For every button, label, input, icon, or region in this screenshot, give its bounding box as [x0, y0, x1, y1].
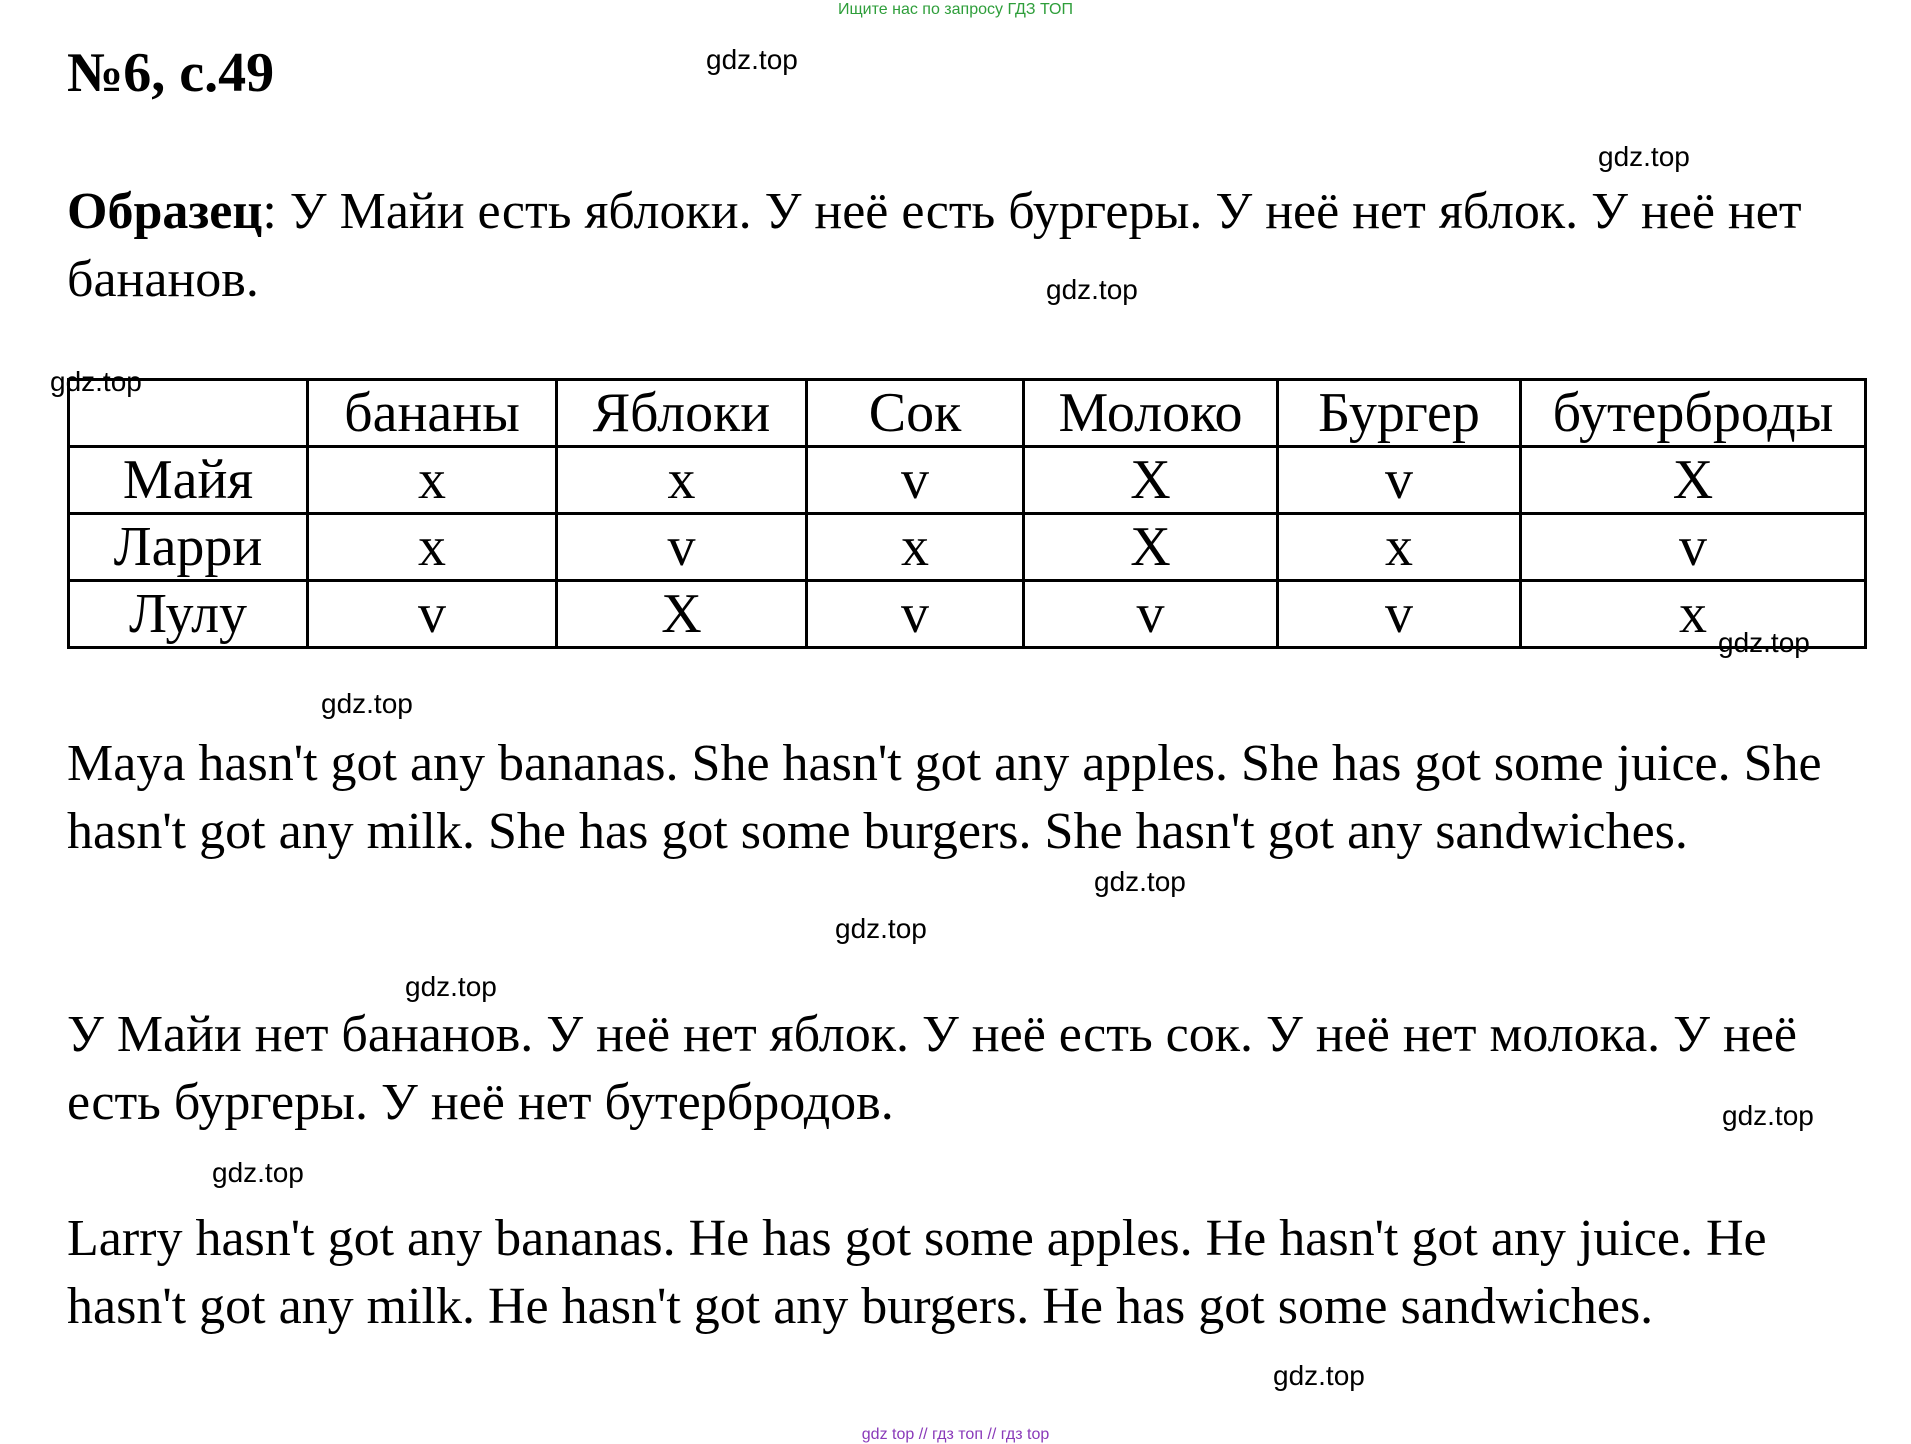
row-name-cell: Ларри: [69, 514, 308, 581]
table-header-cell: Сок: [807, 380, 1024, 447]
table-cell: v: [807, 581, 1024, 648]
table-cell: X: [1521, 447, 1866, 514]
page-title: №6, с.49: [67, 42, 275, 104]
table-cell: x: [308, 514, 557, 581]
row-name-cell: Майя: [69, 447, 308, 514]
watermark: gdz.top: [1722, 1100, 1814, 1131]
table-cell: v: [1278, 581, 1521, 648]
watermark: gdz.top: [1046, 274, 1138, 305]
table-header-cell: бутерброды: [1521, 380, 1866, 447]
table-row: [69, 447, 1866, 514]
watermark: gdz.top: [1598, 141, 1690, 172]
english-paragraph-maya: Maya hasn't got any bananas. She hasn't got any apples. She has got some juice. She hasn't got any milk. She has got some burgers. She hasn't got any sandwiches.: [67, 735, 1822, 860]
table-header-cell: Молоко: [1024, 380, 1278, 447]
table-header-row: [69, 380, 1866, 447]
table-row: [69, 514, 1866, 581]
watermark: gdz.top: [321, 688, 413, 719]
table-cell: x: [308, 447, 557, 514]
english-paragraph-larry: Larry hasn't got any bananas. He has got some apples. He hasn't got any juice. He hasn't got any milk. He hasn't got any burgers. He has got some sandwiches.: [67, 1210, 1767, 1335]
table-cell: x: [1521, 581, 1866, 648]
watermark: gdz.top: [706, 44, 798, 75]
food-table: [67, 378, 1867, 649]
row-name-cell: Лулу: [69, 581, 308, 648]
table-cell: v: [557, 514, 807, 581]
table-cell: x: [1278, 514, 1521, 581]
sample-text: : У Майи есть яблоки. У неё есть бургеры. У неё нет яблок. У неё нет бананов.: [67, 183, 1802, 308]
watermark: gdz.top: [1273, 1360, 1365, 1391]
watermark: gdz.top: [1718, 627, 1810, 658]
table-row: [69, 581, 1866, 648]
table-cell: X: [557, 581, 807, 648]
table-header-cell: [69, 380, 308, 447]
table-cell: v: [1521, 514, 1866, 581]
table-header-cell: Бургер: [1278, 380, 1521, 447]
table-cell: v: [308, 581, 557, 648]
watermark: gdz.top: [835, 913, 927, 944]
table-cell: v: [807, 447, 1024, 514]
sample-paragraph: [67, 178, 1857, 314]
watermark: gdz.top: [212, 1157, 304, 1188]
table-cell: x: [557, 447, 807, 514]
table-cell: x: [807, 514, 1024, 581]
watermark: gdz.top: [405, 971, 497, 1002]
watermark: gdz.top: [50, 366, 142, 397]
bottom-banner: gdz top // гдз топ // гдз top: [861, 1426, 1050, 1443]
table-cell: v: [1278, 447, 1521, 514]
sample-label: Образец: [67, 183, 263, 240]
table-cell: X: [1024, 514, 1278, 581]
watermark: gdz.top: [1094, 866, 1186, 897]
table-header-cell: бананы: [308, 380, 557, 447]
table-cell: X: [1024, 447, 1278, 514]
russian-paragraph-maya: У Майи нет бананов. У неё нет яблок. У неё есть сок. У неё нет молока. У неё есть бургеры. У неё нет бутербродов.: [67, 1006, 1797, 1131]
table-cell: v: [1024, 581, 1278, 648]
top-banner: Ищите нас по запросу ГДЗ ТОП: [838, 1, 1073, 18]
table-header-cell: Яблоки: [557, 380, 807, 447]
